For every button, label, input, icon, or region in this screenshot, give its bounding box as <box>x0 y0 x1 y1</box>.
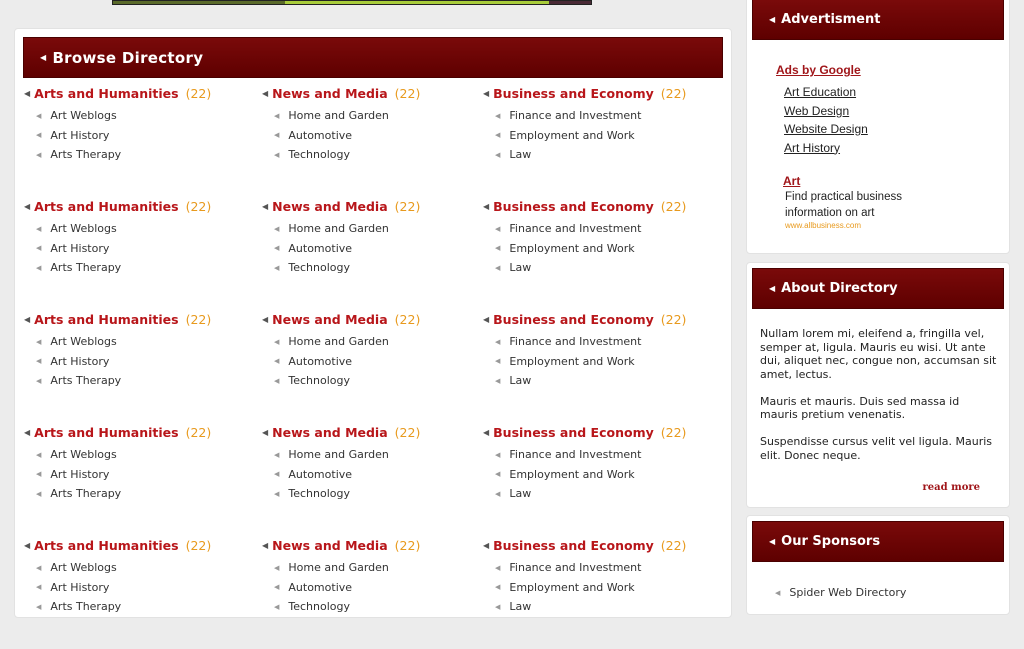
left-triangle-icon: ◀ <box>36 150 42 159</box>
subcategory-label: Art History <box>50 354 110 368</box>
category-block <box>24 423 211 504</box>
left-triangle-icon: ◀ <box>495 244 501 253</box>
left-triangle-icon: ◀ <box>495 224 501 233</box>
category-title-link[interactable] <box>262 310 420 328</box>
category-block <box>483 536 686 617</box>
category-count: (22) <box>394 424 421 440</box>
subcategory-list <box>262 445 420 504</box>
ad-link[interactable]: Art Education <box>784 85 857 99</box>
left-triangle-icon: ◀ <box>274 583 280 592</box>
subcategory-label: Employment and Work <box>509 580 635 594</box>
subcategory-link[interactable] <box>24 106 211 126</box>
subcategory-label: Art History <box>50 128 110 142</box>
left-triangle-icon: ◀ <box>274 376 280 385</box>
subcategory-link[interactable] <box>262 371 420 391</box>
category-block <box>262 423 420 504</box>
subcategory-label: Automotive <box>288 467 353 481</box>
subcategory-label: Law <box>509 600 532 614</box>
our-sponsors-title: Our Sponsors <box>781 534 881 549</box>
banner-segment-left <box>113 1 285 4</box>
subcategory-label: Technology <box>288 487 351 501</box>
about-directory-header <box>752 268 1004 309</box>
category-name: Arts and Humanities <box>34 198 179 214</box>
left-triangle-icon: ◀ <box>36 244 42 253</box>
category-block <box>262 197 420 278</box>
category-count: (22) <box>185 85 212 101</box>
subcategory-link[interactable] <box>24 239 211 259</box>
sponsor-link[interactable] <box>775 586 906 599</box>
subcategory-link[interactable] <box>24 371 211 391</box>
category-name: News and Media <box>272 85 388 101</box>
subcategory-label: Automotive <box>288 128 353 142</box>
subcategory-label: Technology <box>288 600 351 614</box>
subcategory-label: Law <box>509 148 532 162</box>
banner-segment-right <box>549 1 591 4</box>
category-count: (22) <box>185 424 212 440</box>
left-triangle-icon: ◀ <box>495 357 501 366</box>
category-title-link[interactable] <box>262 84 420 102</box>
about-paragraph: Mauris et mauris. Duis sed massa id mauris pretium venenatis. <box>760 394 960 421</box>
left-triangle-icon: ◀ <box>24 540 31 550</box>
subcategory-link[interactable] <box>262 597 420 617</box>
category-title-link[interactable] <box>262 536 420 554</box>
category-count: (22) <box>394 85 421 101</box>
subcategory-list <box>24 332 211 391</box>
subcategory-label: Employment and Work <box>509 467 635 481</box>
subcategory-list <box>483 106 686 165</box>
subcategory-list <box>24 558 211 617</box>
left-triangle-icon: ◀ <box>262 427 269 437</box>
about-paragraph: Suspendisse cursus velit vel ligula. Mauris elit. Donec neque. <box>760 435 993 462</box>
left-triangle-icon: ◀ <box>495 131 501 140</box>
left-triangle-icon: ◀ <box>36 357 42 366</box>
subcategory-link[interactable] <box>262 145 420 165</box>
category-row <box>24 536 714 649</box>
category-name: News and Media <box>272 198 388 214</box>
subcategory-link[interactable] <box>483 332 686 352</box>
subcategory-label: Technology <box>288 148 351 162</box>
subcategory-link[interactable] <box>24 484 211 504</box>
category-name: News and Media <box>272 537 388 553</box>
category-name: News and Media <box>272 311 388 327</box>
subcategory-list <box>483 219 686 278</box>
advertisment-title: Advertisment <box>781 12 881 27</box>
category-block <box>483 310 686 391</box>
subcategory-link[interactable] <box>262 465 420 485</box>
category-block <box>483 423 686 504</box>
ad-description: Find practical business information on art <box>785 191 902 219</box>
category-title-link[interactable] <box>262 197 420 215</box>
category-name: Business and Economy <box>493 198 654 214</box>
left-triangle-icon: ◀ <box>769 284 776 293</box>
left-triangle-icon: ◀ <box>274 263 280 272</box>
subcategory-label: Arts Therapy <box>50 600 122 614</box>
subcategory-link[interactable] <box>24 258 211 278</box>
subcategory-label: Home and Garden <box>288 222 389 236</box>
category-block <box>24 197 211 278</box>
category-count: (22) <box>394 537 421 553</box>
category-count: (22) <box>185 311 212 327</box>
subcategory-label: Technology <box>288 374 351 388</box>
subcategory-label: Automotive <box>288 580 353 594</box>
left-triangle-icon: ◀ <box>36 224 42 233</box>
category-block <box>483 197 686 278</box>
subcategory-link[interactable] <box>483 558 686 578</box>
ad-links-list <box>784 85 868 159</box>
category-name: News and Media <box>272 424 388 440</box>
subcategory-link[interactable] <box>24 445 211 465</box>
category-title-link[interactable] <box>24 310 211 328</box>
subcategory-link[interactable] <box>262 106 420 126</box>
subcategory-link[interactable] <box>483 145 686 165</box>
subcategory-link[interactable] <box>483 219 686 239</box>
left-triangle-icon: ◀ <box>262 88 269 98</box>
category-title-link[interactable] <box>24 84 211 102</box>
left-triangle-icon: ◀ <box>24 427 31 437</box>
left-triangle-icon: ◀ <box>483 201 490 211</box>
category-count: (22) <box>660 85 687 101</box>
ad-title-link[interactable]: Art <box>783 174 801 188</box>
left-triangle-icon: ◀ <box>775 588 781 597</box>
left-triangle-icon: ◀ <box>483 427 490 437</box>
category-block <box>262 536 420 617</box>
category-title-link[interactable] <box>483 197 686 215</box>
left-triangle-icon: ◀ <box>495 337 501 346</box>
subcategory-label: Employment and Work <box>509 128 635 142</box>
subcategory-link[interactable] <box>483 106 686 126</box>
subcategory-link[interactable] <box>483 597 686 617</box>
left-triangle-icon: ◀ <box>483 314 490 324</box>
category-count: (22) <box>660 311 687 327</box>
subcategory-label: Automotive <box>288 354 353 368</box>
category-title-link[interactable] <box>24 536 211 554</box>
left-triangle-icon: ◀ <box>36 602 42 611</box>
left-triangle-icon: ◀ <box>483 88 490 98</box>
left-triangle-icon: ◀ <box>36 450 42 459</box>
subcategory-link[interactable] <box>24 578 211 598</box>
subcategory-link[interactable] <box>262 352 420 372</box>
left-triangle-icon: ◀ <box>483 540 490 550</box>
left-triangle-icon: ◀ <box>274 489 280 498</box>
category-row <box>24 423 714 536</box>
about-directory-title: About Directory <box>781 281 898 296</box>
subcategory-label: Arts Therapy <box>50 374 122 388</box>
subcategory-label: Technology <box>288 261 351 275</box>
left-triangle-icon: ◀ <box>24 201 31 211</box>
subcategory-list <box>24 445 211 504</box>
left-triangle-icon: ◀ <box>495 470 501 479</box>
subcategory-list <box>24 106 211 165</box>
subcategory-label: Finance and Investment <box>509 109 642 123</box>
category-title-link[interactable] <box>483 310 686 328</box>
left-triangle-icon: ◀ <box>36 263 42 272</box>
subcategory-label: Art History <box>50 241 110 255</box>
category-count: (22) <box>660 424 687 440</box>
category-name: Arts and Humanities <box>34 311 179 327</box>
subcategory-list <box>483 332 686 391</box>
read-more-link[interactable]: read more <box>922 482 980 493</box>
left-triangle-icon: ◀ <box>274 131 280 140</box>
subcategory-link[interactable] <box>262 558 420 578</box>
category-title-link[interactable] <box>483 536 686 554</box>
left-triangle-icon: ◀ <box>274 111 280 120</box>
category-count: (22) <box>394 311 421 327</box>
browse-directory-header <box>23 37 723 78</box>
category-row <box>24 197 714 310</box>
subcategory-link[interactable] <box>262 484 420 504</box>
left-triangle-icon: ◀ <box>495 489 501 498</box>
left-triangle-icon: ◀ <box>36 563 42 572</box>
left-triangle-icon: ◀ <box>274 150 280 159</box>
sponsor-label: Spider Web Directory <box>789 586 907 599</box>
left-triangle-icon: ◀ <box>36 131 42 140</box>
left-triangle-icon: ◀ <box>495 583 501 592</box>
subcategory-label: Finance and Investment <box>509 335 642 349</box>
category-count: (22) <box>660 198 687 214</box>
subcategory-label: Art History <box>50 580 110 594</box>
subcategory-link[interactable] <box>262 578 420 598</box>
subcategory-link[interactable] <box>262 239 420 259</box>
our-sponsors-header <box>752 521 1004 562</box>
subcategory-label: Law <box>509 374 532 388</box>
top-banner-ad[interactable] <box>112 0 592 5</box>
category-row <box>24 84 714 197</box>
advertisment-header <box>752 0 1004 40</box>
subcategory-label: Home and Garden <box>288 448 389 462</box>
left-triangle-icon: ◀ <box>274 450 280 459</box>
subcategory-link[interactable] <box>24 558 211 578</box>
subcategory-link[interactable] <box>262 258 420 278</box>
left-triangle-icon: ◀ <box>36 111 42 120</box>
category-block <box>262 84 420 165</box>
category-name: Business and Economy <box>493 85 654 101</box>
ad-link[interactable]: Art History <box>784 140 841 155</box>
our-sponsors-box <box>746 515 1010 615</box>
browse-directory-title: Browse Directory <box>52 48 204 67</box>
left-triangle-icon: ◀ <box>36 337 42 346</box>
subcategory-list <box>262 219 420 278</box>
left-triangle-icon: ◀ <box>262 201 269 211</box>
subcategory-link[interactable] <box>483 465 686 485</box>
category-title-link[interactable] <box>262 423 420 441</box>
subcategory-label: Finance and Investment <box>509 561 642 575</box>
category-name: Arts and Humanities <box>34 537 179 553</box>
subcategory-list <box>262 332 420 391</box>
left-triangle-icon: ◀ <box>495 376 501 385</box>
left-triangle-icon: ◀ <box>24 88 31 98</box>
category-title-link[interactable] <box>24 197 211 215</box>
category-grid <box>24 84 714 649</box>
category-name: Business and Economy <box>493 424 654 440</box>
category-block <box>483 84 686 165</box>
subcategory-link[interactable] <box>24 145 211 165</box>
category-block <box>24 536 211 617</box>
subcategory-link[interactable] <box>483 484 686 504</box>
subcategory-label: Art Weblogs <box>50 335 117 349</box>
about-directory-box <box>746 262 1010 508</box>
category-block <box>24 310 211 391</box>
category-name: Business and Economy <box>493 537 654 553</box>
subcategory-label: Home and Garden <box>288 561 389 575</box>
category-block <box>262 310 420 391</box>
subcategory-link[interactable] <box>483 239 686 259</box>
category-row <box>24 310 714 423</box>
subcategory-label: Arts Therapy <box>50 261 122 275</box>
left-triangle-icon: ◀ <box>769 537 776 546</box>
subcategory-link[interactable] <box>483 578 686 598</box>
subcategory-label: Home and Garden <box>288 335 389 349</box>
subcategory-link[interactable] <box>483 352 686 372</box>
left-triangle-icon: ◀ <box>495 450 501 459</box>
subcategory-label: Art Weblogs <box>50 448 117 462</box>
left-triangle-icon: ◀ <box>495 150 501 159</box>
subcategory-link[interactable] <box>483 371 686 391</box>
subcategory-list <box>262 558 420 617</box>
subcategory-link[interactable] <box>483 126 686 146</box>
subcategory-label: Arts Therapy <box>50 487 122 501</box>
left-triangle-icon: ◀ <box>274 602 280 611</box>
subcategory-label: Law <box>509 487 532 501</box>
subcategory-label: Home and Garden <box>288 109 389 123</box>
left-triangle-icon: ◀ <box>495 111 501 120</box>
subcategory-label: Art Weblogs <box>50 109 117 123</box>
subcategory-link[interactable] <box>483 445 686 465</box>
subcategory-link[interactable] <box>24 332 211 352</box>
left-triangle-icon: ◀ <box>36 470 42 479</box>
ad-link[interactable]: Website Design <box>784 122 868 136</box>
subcategory-link[interactable] <box>262 332 420 352</box>
subcategory-label: Art History <box>50 467 110 481</box>
left-triangle-icon: ◀ <box>274 470 280 479</box>
category-title-link[interactable] <box>483 84 686 102</box>
subcategory-link[interactable] <box>483 258 686 278</box>
about-paragraph: Nullam lorem mi, eleifend a, fringilla vel, semper at, ligula. Mauris eu wisi. Ut ante dui, aliquet nec, congue non, accumsan sit amet, lectus. <box>760 327 997 381</box>
banner-segment-middle <box>285 1 549 4</box>
left-triangle-icon: ◀ <box>262 540 269 550</box>
left-triangle-icon: ◀ <box>274 244 280 253</box>
left-triangle-icon: ◀ <box>274 357 280 366</box>
about-text <box>760 327 1000 476</box>
left-triangle-icon: ◀ <box>769 15 776 24</box>
subcategory-list <box>483 558 686 617</box>
subcategory-link[interactable] <box>24 465 211 485</box>
subcategory-link[interactable] <box>24 126 211 146</box>
left-triangle-icon: ◀ <box>36 489 42 498</box>
subcategory-list <box>24 219 211 278</box>
left-triangle-icon: ◀ <box>495 563 501 572</box>
subcategory-label: Arts Therapy <box>50 148 122 162</box>
subcategory-label: Art Weblogs <box>50 561 117 575</box>
left-triangle-icon: ◀ <box>495 602 501 611</box>
left-triangle-icon: ◀ <box>36 376 42 385</box>
category-count: (22) <box>185 198 212 214</box>
subcategory-label: Employment and Work <box>509 241 635 255</box>
left-triangle-icon: ◀ <box>262 314 269 324</box>
subcategory-link[interactable] <box>24 352 211 372</box>
subcategory-link[interactable] <box>24 597 211 617</box>
subcategory-label: Finance and Investment <box>509 222 642 236</box>
left-triangle-icon: ◀ <box>24 314 31 324</box>
category-name: Business and Economy <box>493 311 654 327</box>
subcategory-label: Finance and Investment <box>509 448 642 462</box>
subcategory-label: Automotive <box>288 241 353 255</box>
left-triangle-icon: ◀ <box>36 583 42 592</box>
category-name: Arts and Humanities <box>34 424 179 440</box>
subcategory-label: Employment and Work <box>509 354 635 368</box>
subcategory-list <box>483 445 686 504</box>
advertisment-box <box>746 0 1010 254</box>
category-block <box>24 84 211 165</box>
left-triangle-icon: ◀ <box>274 563 280 572</box>
subcategory-link[interactable] <box>262 445 420 465</box>
category-count: (22) <box>185 537 212 553</box>
ads-by-google-link[interactable]: Ads by Google <box>776 63 861 77</box>
category-count: (22) <box>394 198 421 214</box>
left-triangle-icon: ◀ <box>274 224 280 233</box>
ad-url[interactable]: www.allbusiness.com <box>785 221 862 230</box>
category-name: Arts and Humanities <box>34 85 179 101</box>
category-title-link[interactable] <box>483 423 686 441</box>
left-triangle-icon: ◀ <box>274 337 280 346</box>
subcategory-label: Law <box>509 261 532 275</box>
subcategory-label: Art Weblogs <box>50 222 117 236</box>
subcategory-link[interactable] <box>24 219 211 239</box>
subcategory-list <box>262 106 420 165</box>
subcategory-link[interactable] <box>262 219 420 239</box>
left-triangle-icon: ◀ <box>495 263 501 272</box>
left-triangle-icon: ◀ <box>40 53 47 62</box>
category-title-link[interactable] <box>24 423 211 441</box>
category-count: (22) <box>660 537 687 553</box>
subcategory-link[interactable] <box>262 126 420 146</box>
ad-link[interactable]: Web Design <box>784 103 850 118</box>
